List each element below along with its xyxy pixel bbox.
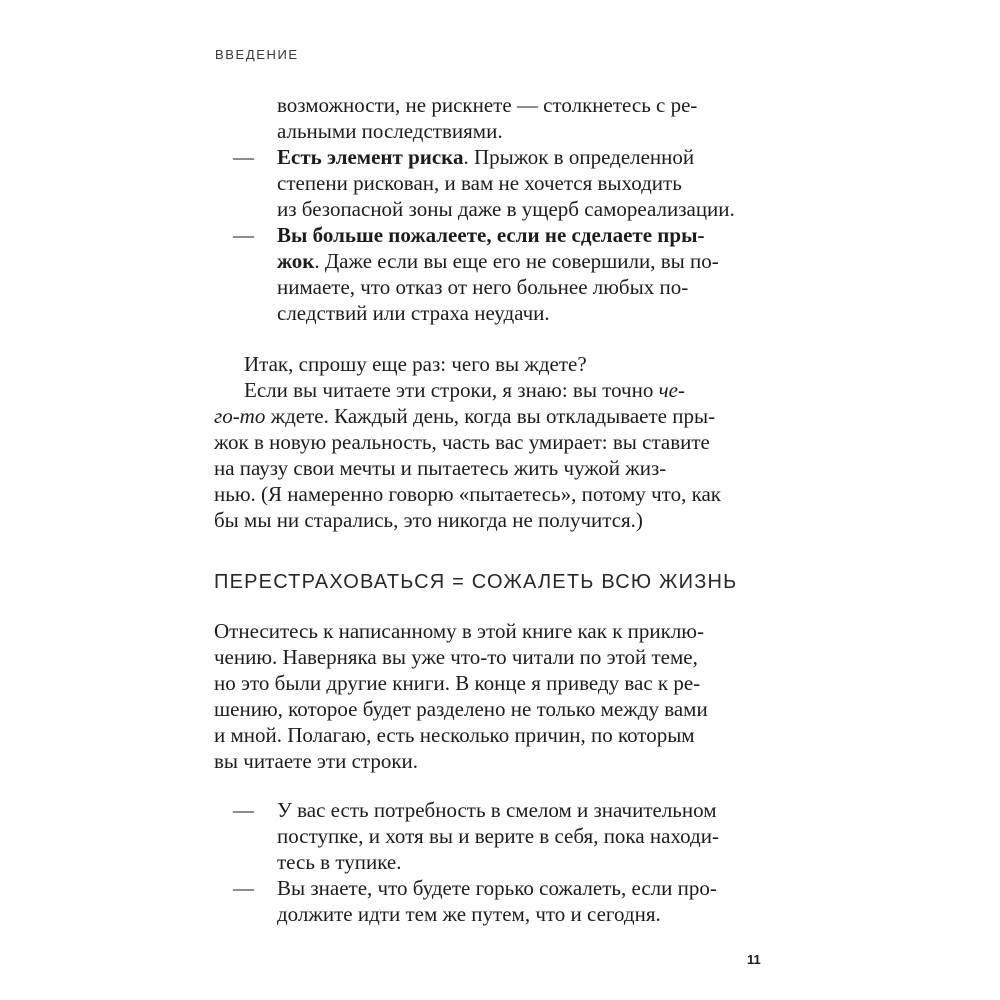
paragraph-2-line-3: жок в новую реальность, часть вас умирает: вы ставите — [214, 430, 710, 454]
list-dash: — — [233, 876, 254, 900]
list-dash: — — [233, 223, 254, 247]
paragraph-text: Если вы читаете эти строки, я знаю: вы точно — [244, 378, 659, 402]
paragraph-3-line-2: чению. Наверняка вы уже что-то читали по этой теме, — [214, 645, 698, 669]
page-number: 11 — [747, 952, 761, 967]
list-item-need-line-3: тесь в тупике. — [277, 850, 402, 874]
paragraph-3-line-1: Отнеситесь к написанному в этой книге как к приклю- — [214, 619, 704, 643]
paragraph-2-line-4: на паузу свои мечты и пытаетесь жить чужой жиз- — [214, 456, 667, 480]
paragraph-2-line-2 — [214, 403, 715, 429]
list-item-regret-line-3: нимаете, что отказ от него больнее любых по- — [277, 275, 689, 299]
list-item-need-line-1: У вас есть потребность в смелом и значительном — [277, 798, 717, 822]
paragraph-3-line-5: и мной. Полагаю, есть несколько причин, по которым — [214, 723, 695, 747]
paragraph-3-line-6: вы читаете эти строки. — [214, 749, 419, 773]
paragraph-question: Итак, спрошу еще раз: чего вы ждете? — [244, 352, 587, 376]
list-item-need-line-2: поступке, и хотя вы и верите в себя, пока находи- — [277, 824, 719, 848]
list-dash: — — [233, 798, 254, 822]
paragraph-text: ждете. Каждый день, когда вы откладываете пры- — [265, 404, 716, 428]
list-dash: — — [233, 145, 254, 169]
list-item-regret-line-1: Вы больше пожалеете, если не сделаете пры- — [277, 223, 705, 247]
italic-emphasis: че- — [658, 378, 685, 402]
list-item-risk-line-2: степени рискован, и вам не хочется выходить — [277, 171, 682, 195]
bold-term: жок — [277, 249, 315, 273]
list-item-know-line-1: Вы знаете, что будете горько сожалеть, если про- — [277, 876, 717, 900]
list-item-risk-line-3: из безопасной зоны даже в ущерб самореализации. — [277, 197, 735, 221]
paragraph-3-line-4: шению, которое будет разделено не только между вами — [214, 697, 708, 721]
list-item-regret-line-4: следствий или страха неудачи. — [277, 301, 550, 325]
bold-term: Есть элемент риска — [277, 145, 464, 169]
list-item-regret-line-2 — [277, 248, 719, 274]
paragraph-2-line-6: бы мы ни старались, это никогда не получится.) — [214, 508, 643, 532]
running-head: ВВЕДЕНИЕ — [215, 47, 299, 62]
list-item-know-line-2: должите идти тем же путем, что и сегодня. — [277, 902, 661, 926]
paragraph-2-line-1 — [244, 377, 685, 403]
list-item-text: . Даже если вы еще его не совершили, вы по- — [314, 249, 719, 273]
list-item-continuation-line-1: возможности, не рискнете — столкнетесь с ре- — [277, 93, 698, 117]
paragraph-3-line-3: но это были другие книги. В конце я приведу вас к ре- — [214, 671, 701, 695]
list-item-risk-line-1 — [277, 144, 694, 170]
list-item-continuation-line-2: альными последствиями. — [277, 119, 503, 143]
section-heading: ПЕРЕСТРАХОВАТЬСЯ = СОЖАЛЕТЬ ВСЮ ЖИЗНЬ — [214, 571, 738, 593]
italic-emphasis: го-то — [214, 404, 266, 428]
list-item-text: . Прыжок в определенной — [463, 145, 695, 169]
paragraph-2-line-5: нью. (Я намеренно говорю «пытаетесь», потому что, как — [214, 482, 721, 506]
